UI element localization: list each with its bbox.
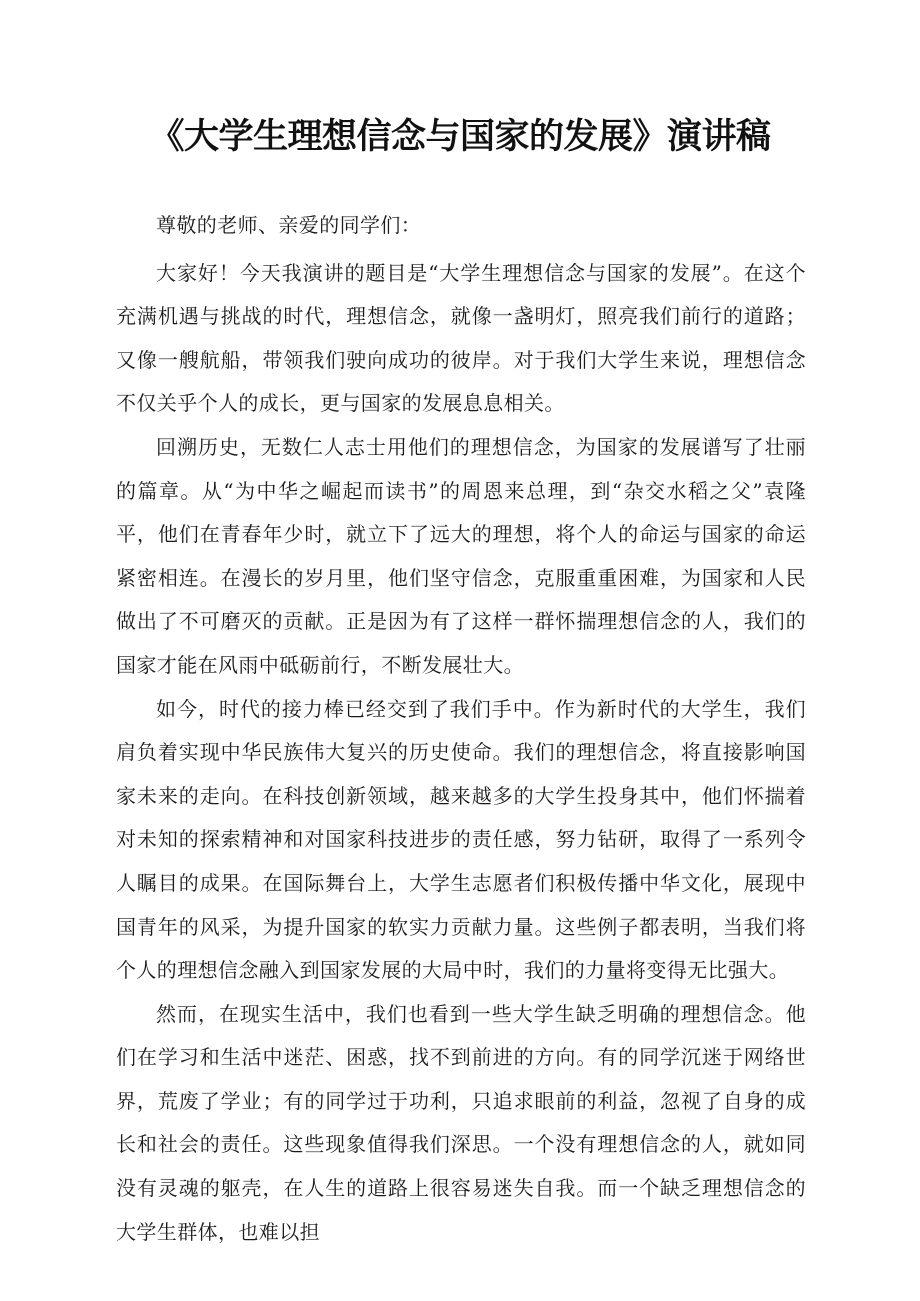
paragraph-1: 大家好！今天我演讲的题目是“大学生理想信念与国家的发展”。在这个充满机遇与挑战的时代，理想信念，就像一盏明灯，照亮我们前行的道路；又像一艘航船，带领我们驶向成功的彼岸。对于我们大学生来说，理想信念不仅关乎个人的成长，更与国家的发展息息相关。 (116, 260, 806, 416)
document-body (116, 204, 806, 1254)
paragraph-2: 回溯历史，无数仁人志士用他们的理想信念，为国家的发展谱写了壮丽的篇章。从“为中华之崛起而读书”的周恩来总理，到“杂交水稻之父”袁隆平，他们在青春年少时，就立下了远大的理想，将个人的命运与国家的命运紧密相连。在漫长的岁月里，他们坚守信念，克服重重困难，为国家和人民做出了不可磨灭的贡献。正是因为有了这样一群怀揣理想信念的人，我们的国家才能在风雨中砥砺前行，不断发展壮大。 (116, 434, 806, 677)
paragraph-3: 如今，时代的接力棒已经交到了我们手中。作为新时代的大学生，我们肩负着实现中华民族伟大复兴的历史使命。我们的理想信念，将直接影响国家未来的走向。在科技创新领域，越来越多的大学生投身其中，他们怀揣着对未知的探索精神和对国家科技进步的责任感，努力钻研，取得了一系列令人瞩目的成果。在国际舞台上，大学生志愿者们积极传播中华文化，展现中国青年的风采，为提升国家的软实力贡献力量。这些例子都表明，当我们将个人的理想信念融入到国家发展的大局中时，我们的力量将变得无比强大。 (116, 696, 806, 983)
document-title: 《大学生理想信念与国家的发展》演讲稿 (149, 117, 771, 157)
paragraph-4: 然而，在现实生活中，我们也看到一些大学生缺乏明确的理想信念。他们在学习和生活中迷茫、困惑，找不到前进的方向。有的同学沉迷于网络世界，荒废了学业；有的同学过于功利，只追求眼前的利益，忽视了自身的成长和社会的责任。这些现象值得我们深思。一个没有理想信念的人，就如同没有灵魂的躯壳，在人生的道路上很容易迷失自我。而一个缺乏理想信念的大学生群体，也难以担 (116, 1001, 806, 1244)
salutation: 尊敬的老师、亲爱的同学们： (156, 213, 422, 237)
